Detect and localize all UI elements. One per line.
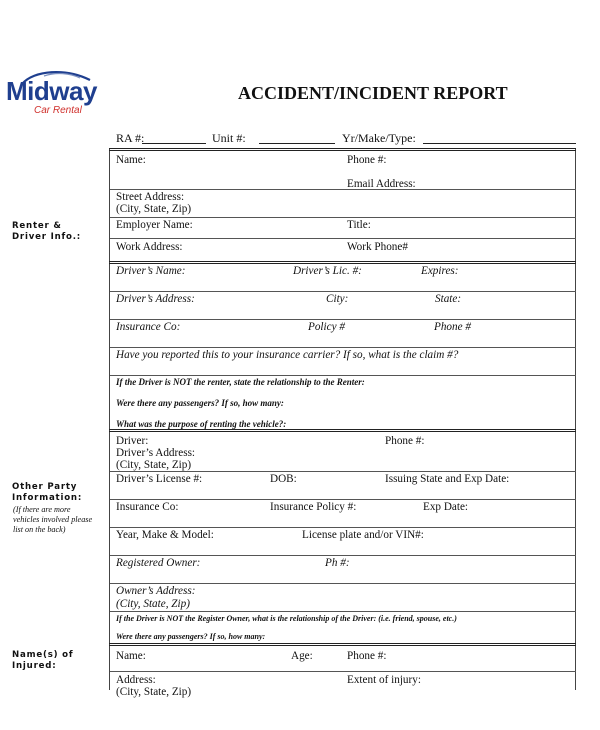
- company-logo: [4, 68, 96, 116]
- row-divider: [110, 583, 576, 584]
- not-owner-label: If the Driver is NOT the Register Owner, what is the relationship of the Driver: (i.e. friend, spouse, etc.): [116, 614, 457, 623]
- injured-age-label: Age:: [291, 650, 313, 662]
- section-divider: [109, 643, 576, 646]
- other-insurance-label: Insurance Co:: [116, 501, 179, 513]
- registered-owner-label: Registered Owner:: [116, 557, 201, 569]
- injured-side-label-1: Name(s) of: [12, 650, 74, 660]
- unit-label: Unit #:: [212, 131, 246, 145]
- owner-address-label: Owner’s Address:: [116, 585, 196, 597]
- yr-make-type-label: Yr/Make/Type:: [342, 131, 416, 145]
- row-divider: [110, 527, 576, 528]
- row-divider: [110, 499, 576, 500]
- employer-label: Employer Name:: [116, 219, 193, 231]
- rental-purpose-label: What was the purpose of renting the vehicle?:: [116, 419, 287, 429]
- section-divider: [109, 261, 576, 264]
- driver-insurance-label: Insurance Co:: [116, 321, 181, 333]
- other-license-label: Driver’s License #:: [116, 473, 203, 485]
- injured-phone-label: Phone #:: [347, 650, 387, 662]
- other-plate-label: License plate and/or VIN#:: [302, 529, 424, 541]
- ra-label: RA #:: [116, 131, 145, 145]
- section-divider: [109, 148, 576, 151]
- yr-make-type-field[interactable]: [423, 143, 576, 144]
- row-divider: [110, 238, 576, 239]
- driver-city-label: City:: [326, 293, 349, 305]
- row-divider: [110, 611, 576, 612]
- renter-street-label: Street Address:: [116, 191, 185, 203]
- other-note-line: vehicles involved please: [13, 515, 93, 524]
- logo-subtitle: Car Rental: [34, 105, 82, 116]
- other-passengers-label: Were there any passengers? If so, how many:: [116, 632, 266, 641]
- unit-field[interactable]: [259, 143, 335, 144]
- other-exp-label: Exp Date:: [423, 501, 469, 513]
- page-title: ACCIDENT/INCIDENT REPORT: [238, 83, 508, 103]
- row-divider: [110, 347, 576, 348]
- other-note-line: (If there are more: [13, 505, 71, 514]
- renter-csz-label: (City, State, Zip): [116, 203, 192, 215]
- other-phone-label: Phone #:: [385, 435, 425, 447]
- row-divider: [110, 671, 576, 672]
- other-policy-label: Insurance Policy #:: [270, 501, 357, 513]
- other-note-line: list on the back): [13, 525, 66, 534]
- other-csz-label: (City, State, Zip): [116, 459, 192, 471]
- row-divider: [110, 555, 576, 556]
- row-divider: [110, 189, 576, 190]
- not-renter-label: If the Driver is NOT the renter, state the relationship to the Renter:: [116, 377, 365, 387]
- injured-extent-label: Extent of injury:: [347, 674, 421, 686]
- injured-address-label: Address:: [116, 674, 156, 686]
- row-divider: [110, 217, 576, 218]
- title-label: Title:: [347, 219, 371, 231]
- driver-name-label: Driver’s Name:: [116, 265, 186, 277]
- renter-email-label: Email Address:: [347, 178, 416, 190]
- renter-side-label-1: Renter &: [12, 221, 62, 231]
- owner-phone-label: Ph #:: [325, 557, 350, 569]
- renter-frame-right: [575, 149, 576, 430]
- row-divider: [110, 319, 576, 320]
- row-divider: [110, 291, 576, 292]
- renter-phone-label: Phone #:: [347, 154, 387, 166]
- owner-csz-label: (City, State, Zip): [116, 598, 190, 610]
- renter-side-label-2: Driver Info.:: [12, 232, 82, 242]
- other-side-note: [13, 505, 92, 535]
- logo-name: Midway: [6, 76, 97, 106]
- row-divider: [110, 375, 576, 376]
- renter-passengers-label: Were there any passengers? If so, how many:: [116, 398, 284, 408]
- driver-state-label: State:: [435, 293, 462, 305]
- injured-name-label: Name:: [116, 650, 146, 662]
- work-phone-label: Work Phone#: [347, 241, 408, 253]
- driver-phone-label: Phone #: [434, 321, 471, 333]
- driver-expires-label: Expires:: [421, 265, 459, 277]
- ra-field[interactable]: [142, 143, 206, 144]
- driver-policy-label: Policy #: [308, 321, 345, 333]
- other-ymm-label: Year, Make & Model:: [116, 529, 214, 541]
- other-side-label-2: Information:: [12, 493, 83, 503]
- renter-frame-left: [109, 149, 110, 430]
- driver-address-label: Driver’s Address:: [116, 293, 195, 305]
- other-address-label: Driver’s Address:: [116, 447, 196, 459]
- injured-csz-label: (City, State, Zip): [116, 686, 192, 698]
- injured-frame-right: [575, 644, 576, 690]
- injured-side-label-2: Injured:: [12, 661, 57, 671]
- injured-frame-left: [109, 644, 110, 690]
- insurance-reported-label: Have you reported this to your insurance carrier? If so, what is the claim #?: [116, 349, 459, 361]
- other-side-label-1: Other Party: [12, 482, 78, 492]
- other-issuing-label: Issuing State and Exp Date:: [385, 473, 510, 485]
- row-divider: [110, 471, 576, 472]
- other-dob-label: DOB:: [270, 473, 297, 485]
- driver-lic-label: Driver’s Lic. #:: [293, 265, 362, 277]
- renter-name-label: Name:: [116, 154, 146, 166]
- work-address-label: Work Address:: [116, 241, 183, 253]
- other-driver-label: Driver:: [116, 435, 149, 447]
